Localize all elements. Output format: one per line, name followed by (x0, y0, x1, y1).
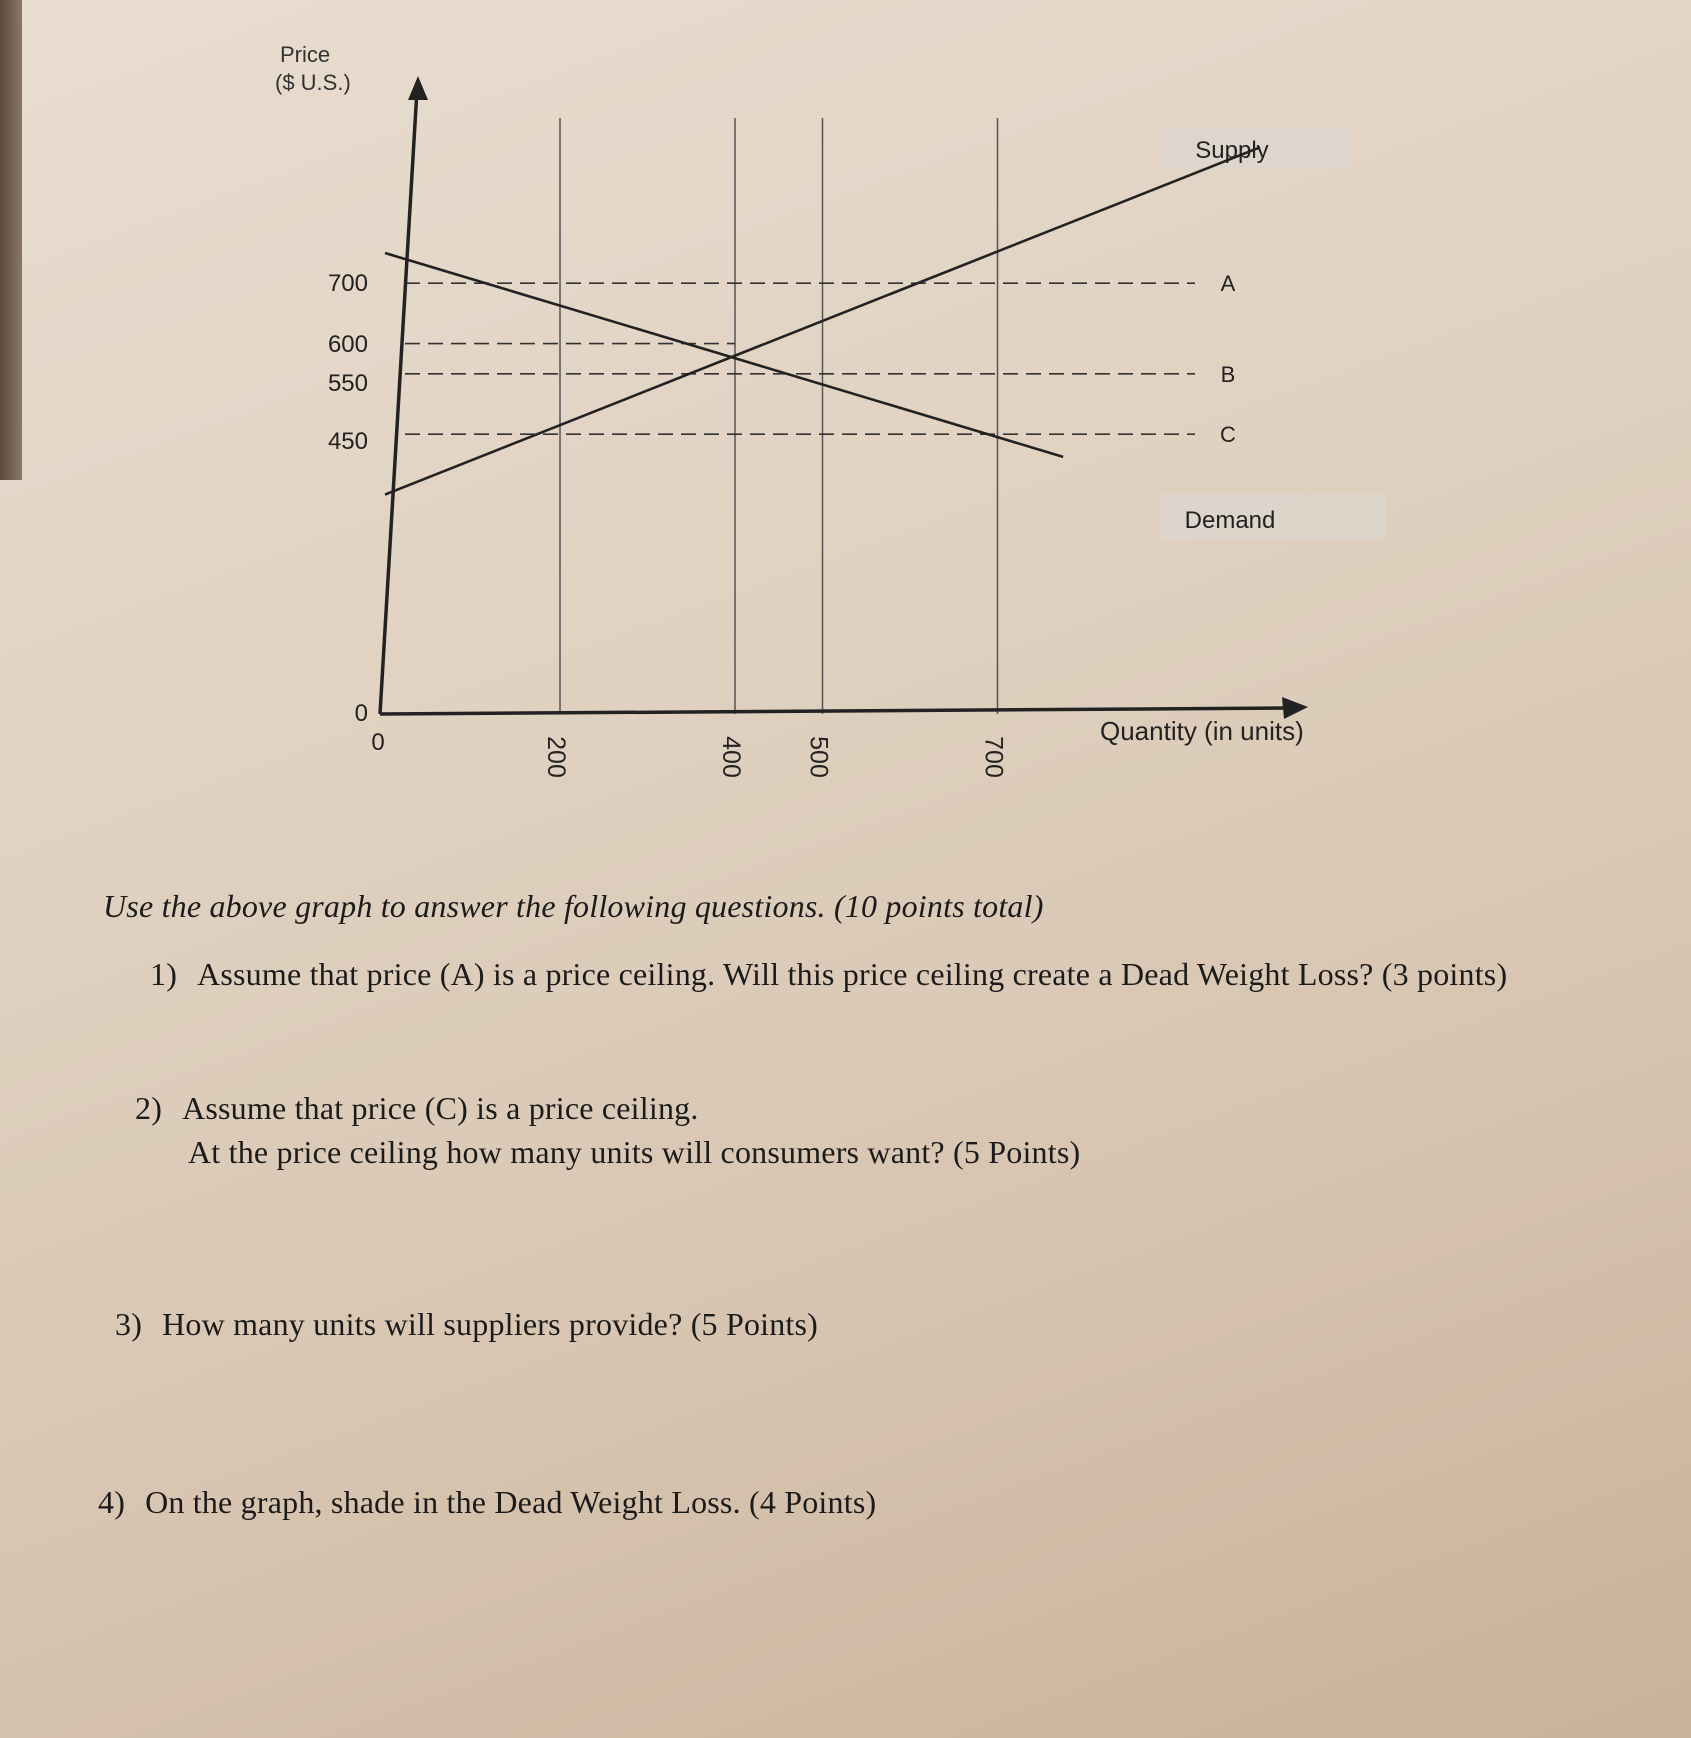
question-intro: Use the above graph to answer the following questions. (10 points total) (103, 888, 1044, 924)
question-4-number: 4) (98, 1484, 126, 1520)
y-axis-arrowhead (408, 76, 428, 100)
x-axis (380, 708, 1290, 714)
y-tick-label-450: 450 (327, 428, 368, 455)
supply-demand-graph (0, 0, 1691, 800)
supply-label: Supply (1195, 137, 1269, 164)
y-tick-label-700: 700 (327, 270, 368, 297)
question-2-line2: At the price ceiling how many units will consumers want? (5 Points) (188, 1134, 1081, 1170)
question-1-text: Assume that price (A) is a price ceiling. Will this price ceiling create a Dead Weight Loss? (3 points) (197, 956, 1508, 992)
question-4 (98, 1484, 876, 1521)
x-tick-label-200: 200 (542, 736, 570, 778)
x-tick-label-700: 700 (979, 736, 1008, 778)
price-label-C: C (1220, 422, 1236, 448)
y-tick-label-0: 0 (354, 700, 368, 727)
question-1-number: 1) (150, 956, 178, 992)
y-tick-label-600: 600 (327, 331, 368, 358)
y-tick-label-550: 550 (327, 370, 368, 397)
x-tick-label-500: 500 (804, 736, 833, 778)
question-2-text-line1: Assume that price (C) is a price ceiling. (182, 1090, 699, 1126)
price-label-B: B (1220, 361, 1236, 387)
question-1 (150, 956, 1507, 993)
y-axis-label-line1: Price (280, 42, 331, 67)
question-3 (115, 1306, 818, 1343)
question-3-text: How many units will suppliers provide? (5 Points) (162, 1306, 819, 1342)
demand-label: Demand (1184, 507, 1276, 534)
price-label-A: A (1220, 271, 1236, 297)
x-tick-label-400: 400 (717, 736, 745, 778)
y-axis (380, 90, 417, 714)
x-axis-label: Quantity (in units) (1100, 716, 1304, 746)
question-2 (135, 1090, 699, 1127)
question-2-number: 2) (135, 1090, 163, 1126)
x-tick-label-0: 0 (371, 729, 385, 756)
question-4-text: On the graph, shade in the Dead Weight Loss. (4 Points) (145, 1484, 877, 1520)
question-3-number: 3) (115, 1306, 143, 1342)
y-axis-label-line2: ($ U.S.) (275, 70, 351, 95)
